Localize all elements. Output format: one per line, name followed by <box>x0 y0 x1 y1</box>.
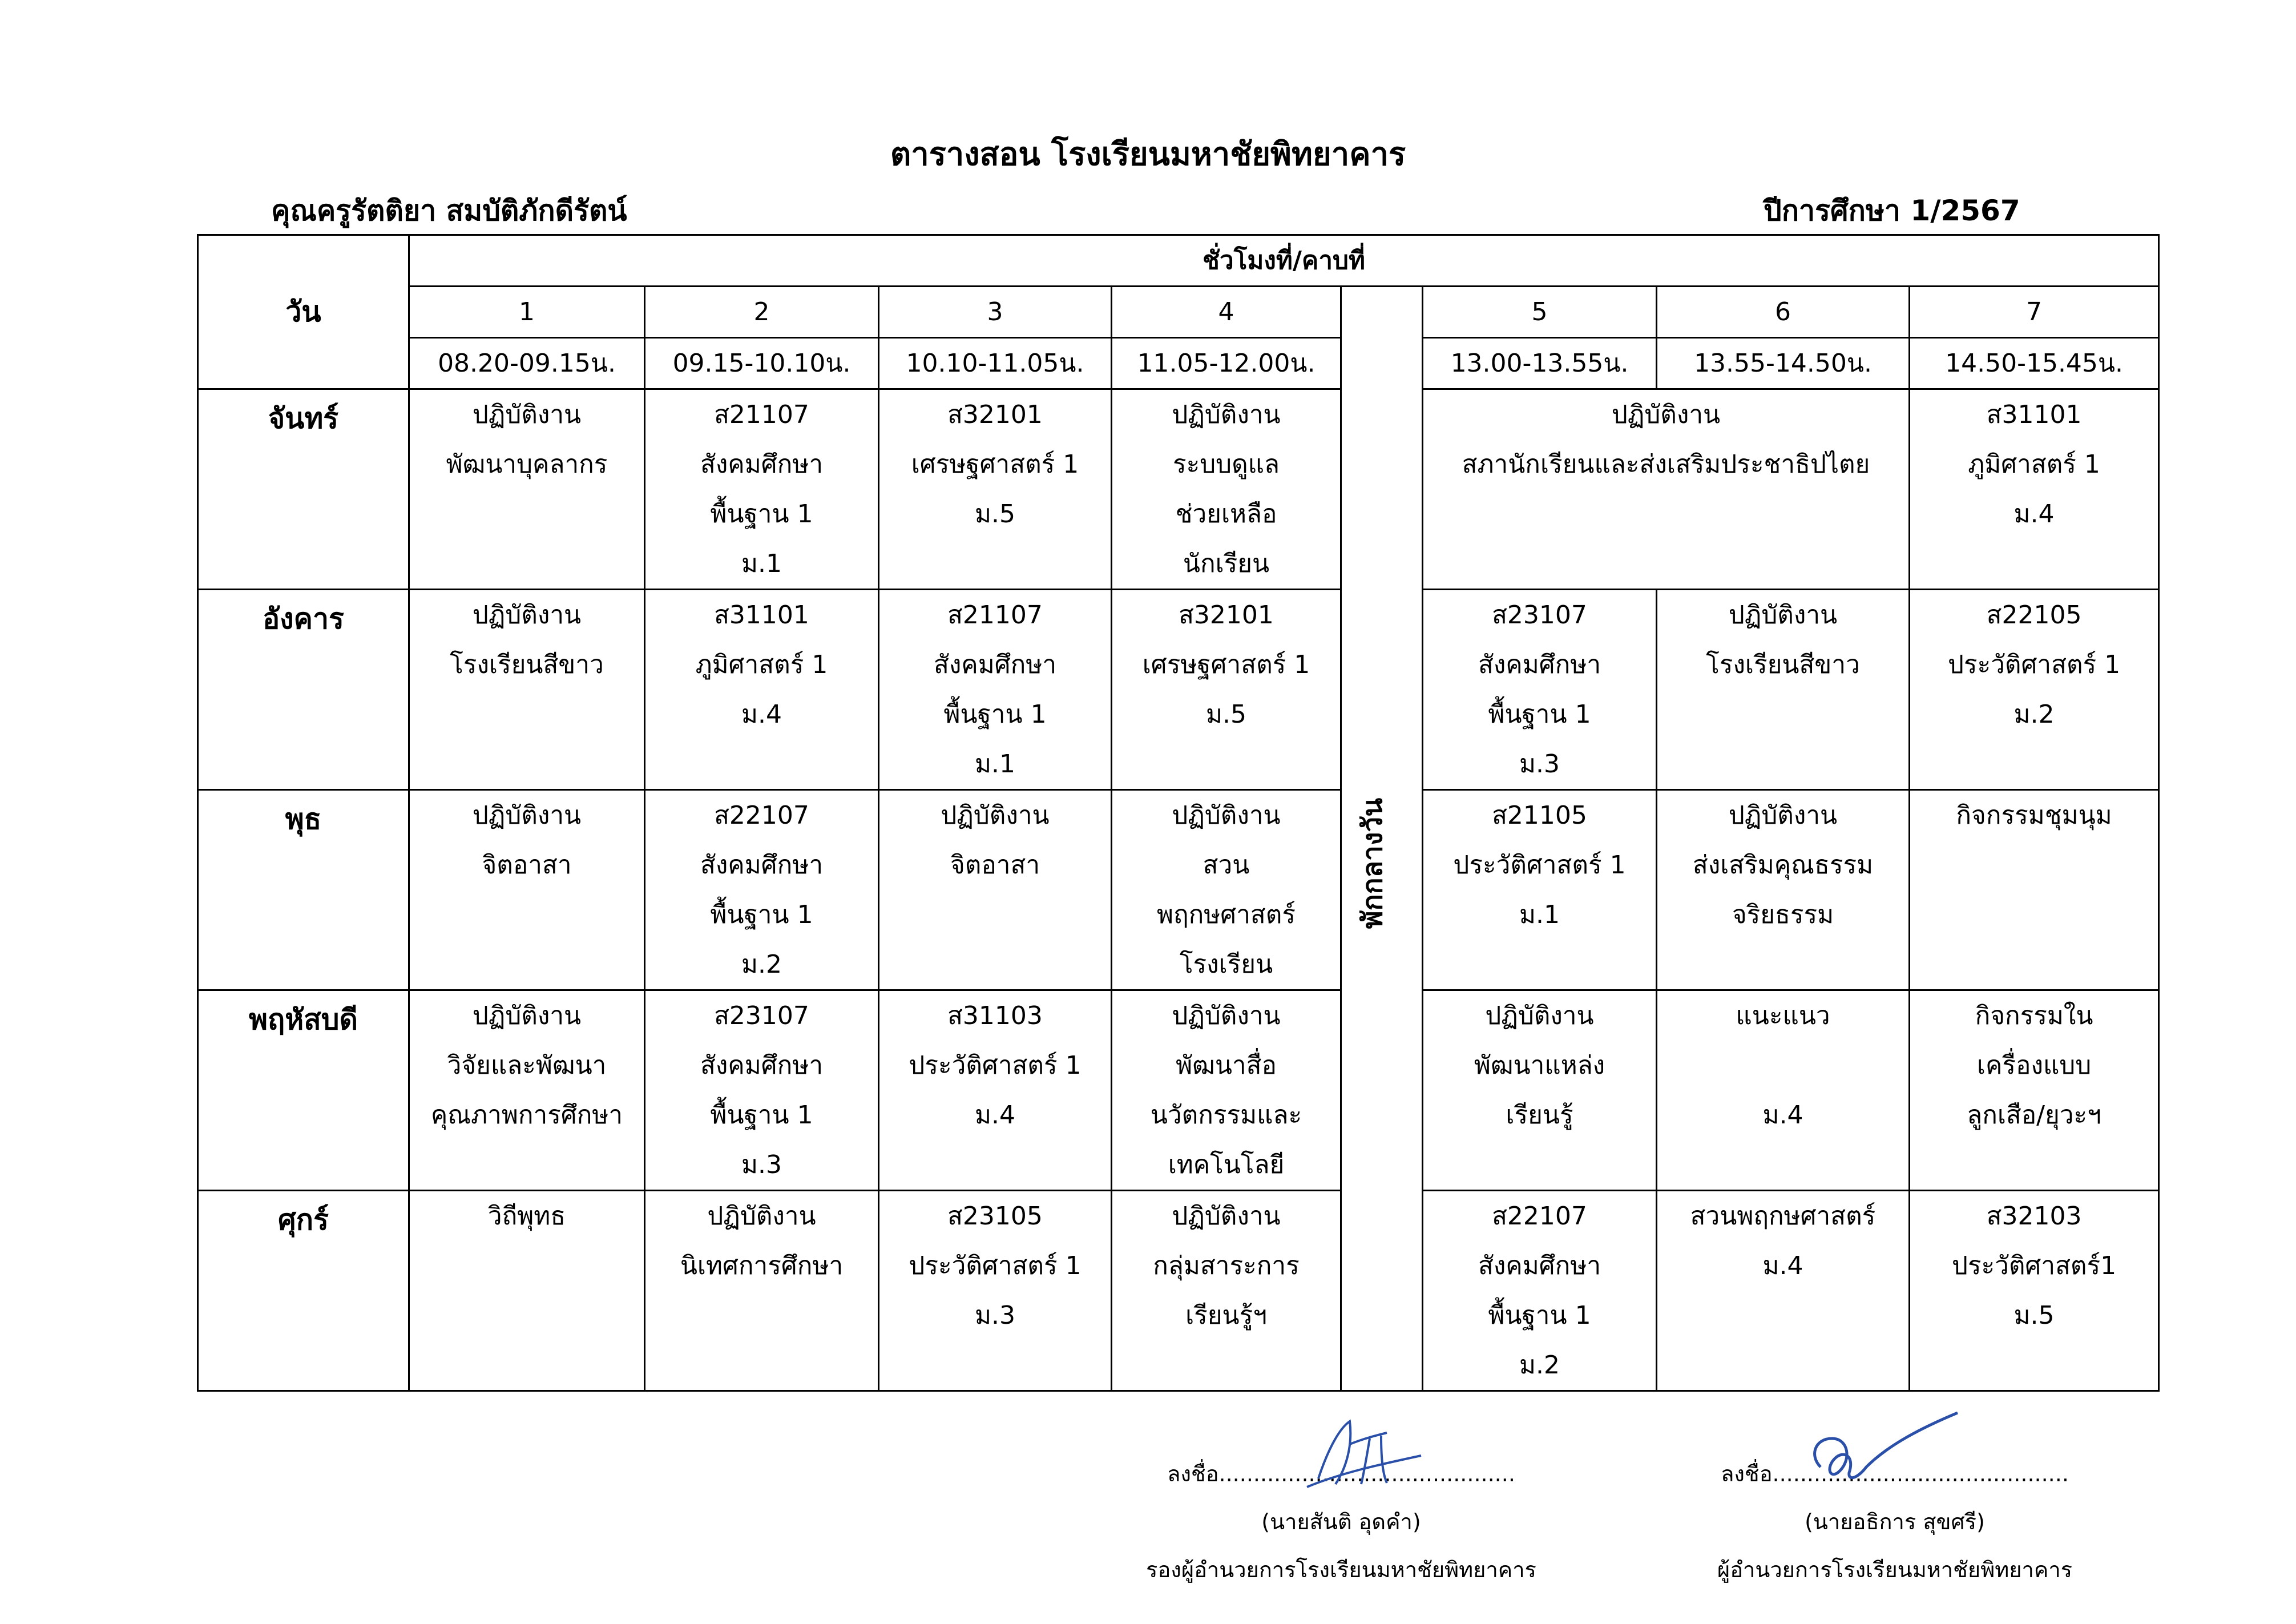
schedule-cell <box>879 1191 1112 1391</box>
schedule-cell <box>1910 590 2159 790</box>
cell-line: ส23107 <box>1492 601 1587 630</box>
cell-line: พื้นฐาน 1 <box>1488 1301 1591 1330</box>
cell-line: ม.5 <box>975 499 1015 529</box>
cell-line: พื้นฐาน 1 <box>710 900 813 929</box>
lunch-break-label: พักกลางวัน <box>1357 797 1389 929</box>
cell-line: ม.1 <box>741 549 782 578</box>
slot-time: 13.00-13.55น. <box>1423 338 1657 389</box>
schedule-cell <box>1657 1191 1910 1391</box>
schedule-cell <box>1657 590 1910 790</box>
cell-line: กิจกรรมใน <box>1975 1001 2093 1030</box>
cell-line: พื้นฐาน 1 <box>710 1101 813 1130</box>
cell-line: พื้นฐาน 1 <box>943 700 1047 729</box>
schedule-cell <box>409 389 645 590</box>
cell-line: นวัตกรรมและ <box>1150 1101 1302 1130</box>
cell-line: ม.5 <box>1206 700 1246 729</box>
day-row-friday <box>198 1191 2159 1391</box>
slot-number: 1 <box>409 287 645 338</box>
cell-line: เทคโนโลยี <box>1168 1150 1285 1179</box>
cell-line: สังคมศึกษา <box>700 450 824 479</box>
schedule-cell <box>1112 389 1341 590</box>
cell-line: ม.1 <box>1519 900 1560 929</box>
day-name: ศุกร์ <box>198 1191 409 1391</box>
cell-line: สภานักเรียนและส่งเสริมประชาธิปไตย <box>1462 450 1870 479</box>
cell-line: จิตอาสา <box>950 851 1040 880</box>
cell-line: ส21107 <box>947 601 1043 630</box>
day-row-tuesday <box>198 590 2159 790</box>
cell-line <box>1657 1041 1908 1090</box>
schedule-cell <box>1423 1191 1657 1391</box>
cell-line: ปฏิบัติงาน <box>472 601 582 630</box>
schedule-cell <box>1112 990 1341 1191</box>
cell-line: ส32103 <box>1986 1202 2082 1231</box>
schedule-cell <box>645 389 879 590</box>
slot-number: 3 <box>879 287 1112 338</box>
cell-line: ปฏิบัติงาน <box>1172 801 1281 830</box>
cell-line: สังคมศึกษา <box>1478 650 1601 679</box>
schedule-cell <box>1910 389 2159 590</box>
cell-line: สวน <box>1203 851 1250 880</box>
cell-line: ภูมิศาสตร์ 1 <box>695 650 828 679</box>
cell-line: กลุ่มสาระการ <box>1153 1251 1300 1280</box>
cell-line: ประวัติศาสตร์ 1 <box>1947 650 2121 679</box>
schedule-cell <box>645 790 879 990</box>
schedule-cell <box>1910 790 2159 990</box>
cell-line: สังคมศึกษา <box>700 851 824 880</box>
schedule-cell <box>1657 990 1910 1191</box>
slot-number: 2 <box>645 287 879 338</box>
cell-line: นิเทศการศึกษา <box>680 1251 844 1280</box>
schedule-cell <box>879 590 1112 790</box>
cell-line: พัฒนาสื่อ <box>1176 1051 1277 1080</box>
signer-name: (นายอธิการ สุขศรี) <box>1805 1509 1985 1534</box>
cell-line: ส22107 <box>1492 1202 1587 1231</box>
day-row-wednesday <box>198 790 2159 990</box>
schedule-cell <box>409 990 645 1191</box>
cell-line: สังคมศึกษา <box>700 1051 824 1080</box>
slot-time: 13.55-14.50น. <box>1657 338 1910 389</box>
cell-line: ม.4 <box>1762 1251 1803 1280</box>
cell-line: พัฒนาแหล่ง <box>1474 1051 1605 1080</box>
cell-line: ส22105 <box>1986 601 2082 630</box>
page-title: ตารางสอน โรงเรียนมหาชัยพิทยาคาร <box>890 136 1406 173</box>
signer-position: ผู้อำนวยการโรงเรียนมหาชัยพิทยาคาร <box>1717 1557 2073 1582</box>
cell-line: ปฏิบัติงาน <box>707 1202 816 1231</box>
slot-number: 4 <box>1112 287 1341 338</box>
schedule-cell <box>1910 1191 2159 1391</box>
cell-line: ส21107 <box>714 400 809 429</box>
cell-line: เรียนรู้ <box>1506 1101 1573 1130</box>
cell-line: พัฒนาบุคลากร <box>446 450 608 479</box>
cell-line: ส32101 <box>947 400 1043 429</box>
schedule-cell <box>1112 1191 1341 1391</box>
cell-line: ส23107 <box>714 1001 809 1030</box>
cell-line: ปฏิบัติงาน <box>472 1001 582 1030</box>
cell-line: คุณภาพการศึกษา <box>430 1101 623 1130</box>
slot-number: 5 <box>1423 287 1657 338</box>
cell-line: ส32101 <box>1179 601 1274 630</box>
cell-line: โรงเรียนสีขาว <box>450 650 604 679</box>
cell-line: เศรษฐศาสตร์ 1 <box>911 450 1079 479</box>
schedule-cell <box>1423 990 1657 1191</box>
day-name: พฤหัสบดี <box>198 990 409 1191</box>
schedule-cell <box>879 389 1112 590</box>
cell-line: โรงเรียนสีขาว <box>1706 650 1860 679</box>
cell-line: ม.4 <box>2013 499 2055 529</box>
day-column-header: วัน <box>198 235 409 389</box>
schedule-cell <box>1657 790 1910 990</box>
cell-line: ปฏิบัติงาน <box>1611 400 1721 429</box>
slot-time: 08.20-09.15น. <box>409 338 645 389</box>
schedule-cell <box>1112 590 1341 790</box>
cell-line: ม.4 <box>1762 1101 1803 1130</box>
cell-line: ประวัติศาสตร์ 1 <box>909 1051 1082 1080</box>
cell-line: ปฏิบัติงาน <box>1172 1001 1281 1030</box>
cell-line: โรงเรียน <box>1179 950 1273 979</box>
cell-line: ส22107 <box>714 801 809 830</box>
signer-position: รองผู้อำนวยการโรงเรียนมหาชัยพิทยาคาร <box>1146 1557 1536 1582</box>
day-row-thursday <box>198 990 2159 1191</box>
cell-line: ม.2 <box>1519 1351 1560 1380</box>
signer-name: (นายสันติ อุดคำ) <box>1261 1509 1421 1534</box>
signature-scribble-deputy <box>1296 1410 1427 1496</box>
cell-line: ม.5 <box>2013 1301 2055 1330</box>
cell-line: พื้นฐาน 1 <box>1488 700 1591 729</box>
cell-line: ส21105 <box>1492 801 1587 830</box>
cell-line: ส23105 <box>947 1202 1043 1231</box>
schedule-table <box>197 234 2160 1392</box>
schedule-cell <box>1423 590 1657 790</box>
day-name: จันทร์ <box>198 389 409 590</box>
schedule-cell <box>409 790 645 990</box>
cell-line: ส31101 <box>714 601 809 630</box>
slot-time: 10.10-11.05น. <box>879 338 1112 389</box>
cell-line: ประวัติศาสตร์ 1 <box>909 1251 1082 1280</box>
cell-line: ม.2 <box>2013 700 2055 729</box>
cell-line: พฤกษศาสตร์ <box>1157 900 1296 929</box>
cell-line: ปฏิบัติงาน <box>1485 1001 1594 1030</box>
cell-line: พื้นฐาน 1 <box>710 499 813 529</box>
schedule-cell <box>1910 990 2159 1191</box>
cell-line: ระบบดูแล <box>1172 450 1280 479</box>
schedule-cell <box>409 1191 645 1391</box>
cell-line: ปฏิบัติงาน <box>472 801 582 830</box>
cell-line: ปฏิบัติงาน <box>472 400 582 429</box>
cell-line: ช่วยเหลือ <box>1175 499 1277 529</box>
cell-line: จิตอาสา <box>482 851 572 880</box>
day-name: อังคาร <box>198 590 409 790</box>
day-name: พุธ <box>198 790 409 990</box>
cell-line: ปฏิบัติงาน <box>1172 400 1281 429</box>
cell-line: กิจกรรมชุมนุม <box>1956 801 2112 830</box>
signature-line: ลงชื่อ........................................... <box>1721 1461 2069 1486</box>
schedule-cell <box>409 590 645 790</box>
cell-line: ปฏิบัติงาน <box>1728 801 1838 830</box>
cell-line: แนะแนว <box>1736 1001 1830 1030</box>
cell-line: ม.1 <box>975 749 1015 779</box>
schedule-cell <box>879 790 1112 990</box>
cell-line: สังคมศึกษา <box>1478 1251 1601 1280</box>
cell-line: ม.3 <box>1519 749 1560 779</box>
cell-line: เครื่องแบบ <box>1976 1051 2092 1080</box>
cell-line: ม.4 <box>741 700 782 729</box>
cell-line: ปฏิบัติงาน <box>941 801 1050 830</box>
period-header: ชั่วโมงที่/คาบที่ <box>409 235 2159 287</box>
cell-line: เศรษฐศาสตร์ 1 <box>1142 650 1310 679</box>
academic-year: ปีการศึกษา 1/2567 <box>1764 194 2020 227</box>
cell-line: ประวัติศาสตร์ 1 <box>1453 851 1626 880</box>
cell-line: ม.3 <box>975 1301 1015 1330</box>
cell-line: เรียนรู้ฯ <box>1185 1301 1267 1330</box>
cell-line: วิจัยและพัฒนา <box>447 1051 607 1080</box>
teacher-name: คุณครูรัตติยา สมบัติภักดีรัตน์ <box>271 194 627 227</box>
slot-time: 09.15-10.10น. <box>645 338 879 389</box>
cell-line: ปฏิบัติงาน <box>1728 601 1838 630</box>
signature-line: ลงชื่อ........................................... <box>1167 1461 1515 1486</box>
cell-line: ส31103 <box>947 1001 1043 1030</box>
lunch-break-column <box>1341 287 1423 1391</box>
cell-line: ประวัติศาสตร์1 <box>1951 1251 2117 1280</box>
schedule-cell-merged <box>1423 389 1910 590</box>
cell-line: ม.4 <box>975 1101 1015 1130</box>
cell-line: ปฏิบัติงาน <box>1172 1202 1281 1231</box>
slot-number: 6 <box>1657 287 1910 338</box>
cell-line: ภูมิศาสตร์ 1 <box>1968 450 2100 479</box>
cell-line: นักเรียน <box>1183 549 1270 578</box>
cell-line: ส่งเสริมคุณธรรม <box>1692 851 1874 880</box>
cell-line: สวนพฤกษศาสตร์ <box>1690 1202 1876 1231</box>
cell-line: ม.3 <box>741 1150 782 1179</box>
slot-number: 7 <box>1910 287 2159 338</box>
schedule-cell <box>645 990 879 1191</box>
slot-time: 11.05-12.00น. <box>1112 338 1341 389</box>
cell-line: วิถีพุทธ <box>487 1202 566 1231</box>
slot-time: 14.50-15.45น. <box>1910 338 2159 389</box>
cell-line: จริยธรรม <box>1732 900 1834 929</box>
day-row-monday <box>198 389 2159 590</box>
schedule-cell <box>645 1191 879 1391</box>
cell-line: ลูกเสือ/ยุวะฯ <box>1967 1101 2101 1130</box>
signature-scribble-director <box>1803 1404 1963 1501</box>
schedule-cell <box>879 990 1112 1191</box>
schedule-cell <box>1423 790 1657 990</box>
schedule-cell <box>1112 790 1341 990</box>
schedule-cell <box>645 590 879 790</box>
cell-line: ม.2 <box>741 950 782 979</box>
cell-line: สังคมศึกษา <box>933 650 1057 679</box>
cell-line: ส31101 <box>1986 400 2082 429</box>
